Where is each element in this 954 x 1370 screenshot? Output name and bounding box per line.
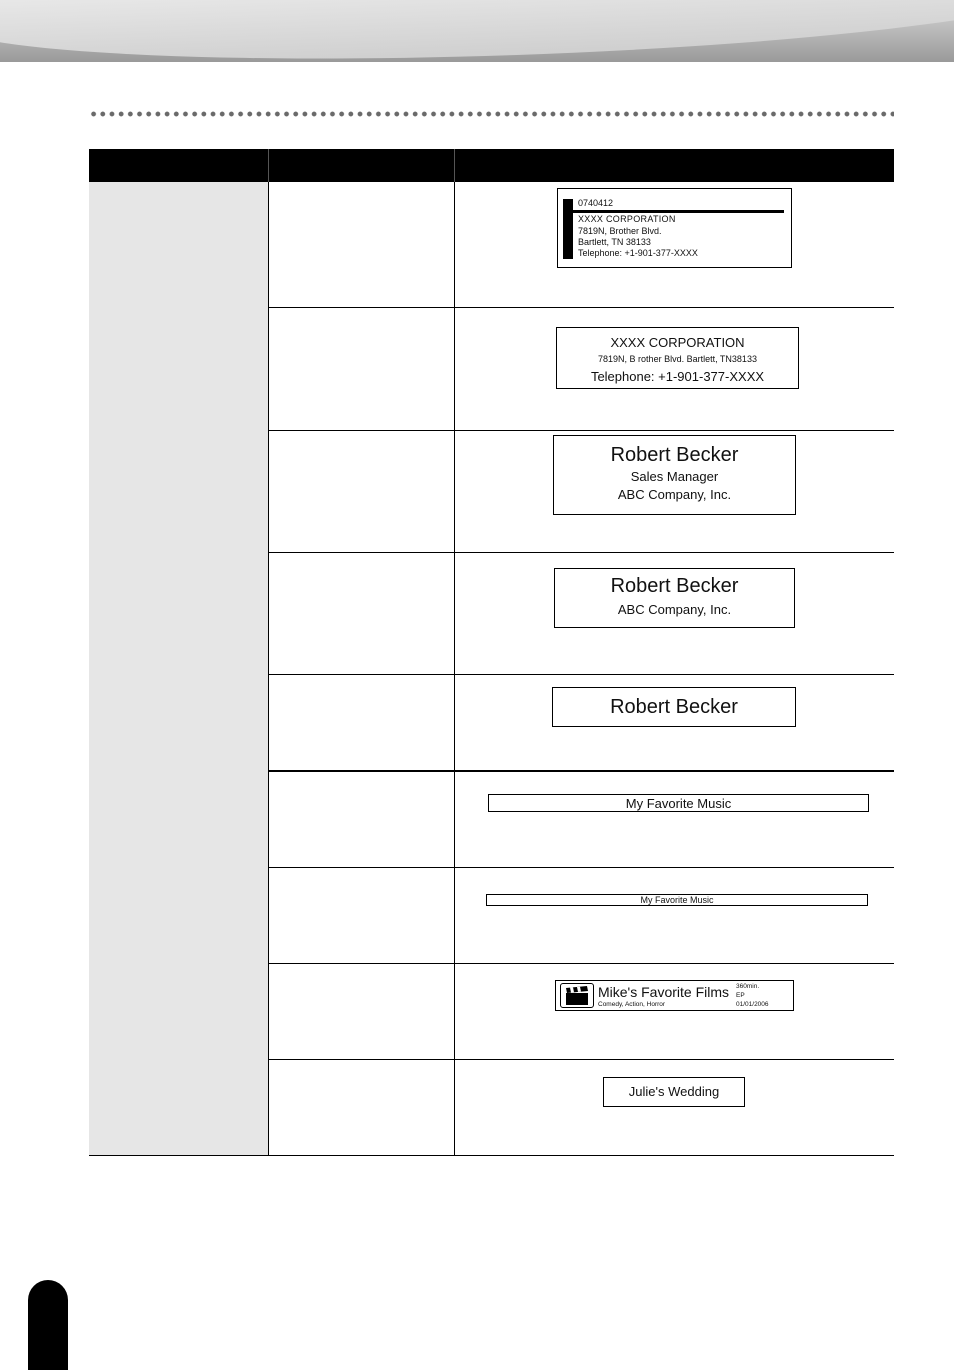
- films-mode: EP: [736, 992, 745, 999]
- label-text: My Favorite Music: [625, 796, 732, 811]
- films-title: Mike's Favorite Films: [598, 984, 730, 1000]
- label-phone: Telephone: +1-901-377-XXXX: [578, 248, 698, 258]
- label-side-bar: [563, 199, 573, 259]
- label-text: My Favorite Music: [640, 895, 714, 905]
- label-company: ABC Company, Inc.: [617, 487, 732, 502]
- page-tab: [28, 1280, 68, 1370]
- label-name: Robert Becker: [610, 696, 738, 718]
- label-phone: Telephone: +1-901-377-XXXX: [590, 369, 765, 384]
- row-divider: [268, 963, 894, 964]
- films-duration: 360min.: [736, 983, 760, 990]
- row-divider: [268, 867, 894, 868]
- row-divider: [268, 770, 894, 772]
- label-wedding: [603, 1077, 745, 1107]
- header-separator: [454, 149, 455, 182]
- header-separator: [268, 149, 269, 182]
- label-address-centered: [556, 327, 799, 389]
- label-music-wide: [488, 794, 869, 812]
- page-header-band: [0, 0, 954, 62]
- row-divider: [268, 674, 894, 675]
- films-genres: Comedy, Action, Horror: [598, 1001, 666, 1008]
- label-company: XXXX CORPORATION: [610, 335, 745, 350]
- label-address-with-bar: [557, 188, 792, 268]
- row-divider: [268, 552, 894, 553]
- table-bottom-rule: [89, 1155, 894, 1156]
- column-divider: [454, 182, 455, 1155]
- label-rule: [573, 210, 784, 213]
- label-text: Julie's Wedding: [628, 1084, 720, 1099]
- label-city: Bartlett, TN 38133: [578, 237, 651, 247]
- dotted-rule: [89, 110, 894, 118]
- label-name: Robert Becker: [610, 444, 739, 466]
- label-address: 7819N, B rother Blvd. Bartlett, TN38133: [598, 354, 757, 364]
- row-divider: [268, 1059, 894, 1060]
- films-details: [736, 982, 769, 1009]
- label-films: [555, 980, 794, 1011]
- label-code: 0740412: [578, 198, 614, 208]
- table-header: [89, 149, 894, 182]
- label-name: Robert Becker: [610, 575, 739, 597]
- category-column: [89, 182, 268, 1155]
- label-title: Sales Manager: [630, 469, 719, 484]
- label-music-narrow: [486, 894, 868, 906]
- clapperboard-icon: [560, 983, 594, 1008]
- row-divider: [268, 430, 894, 431]
- label-street: 7819N, Brother Blvd.: [578, 226, 662, 236]
- label-company: ABC Company, Inc.: [617, 602, 732, 617]
- label-name-one-line: [552, 687, 796, 727]
- films-date: 01/01/2006: [736, 1001, 769, 1008]
- row-divider: [268, 307, 894, 308]
- column-divider: [268, 182, 269, 1155]
- label-name-two-line: [554, 568, 795, 628]
- label-name-three-line: [553, 435, 796, 515]
- label-company: XXXX CORPORATION: [578, 214, 676, 224]
